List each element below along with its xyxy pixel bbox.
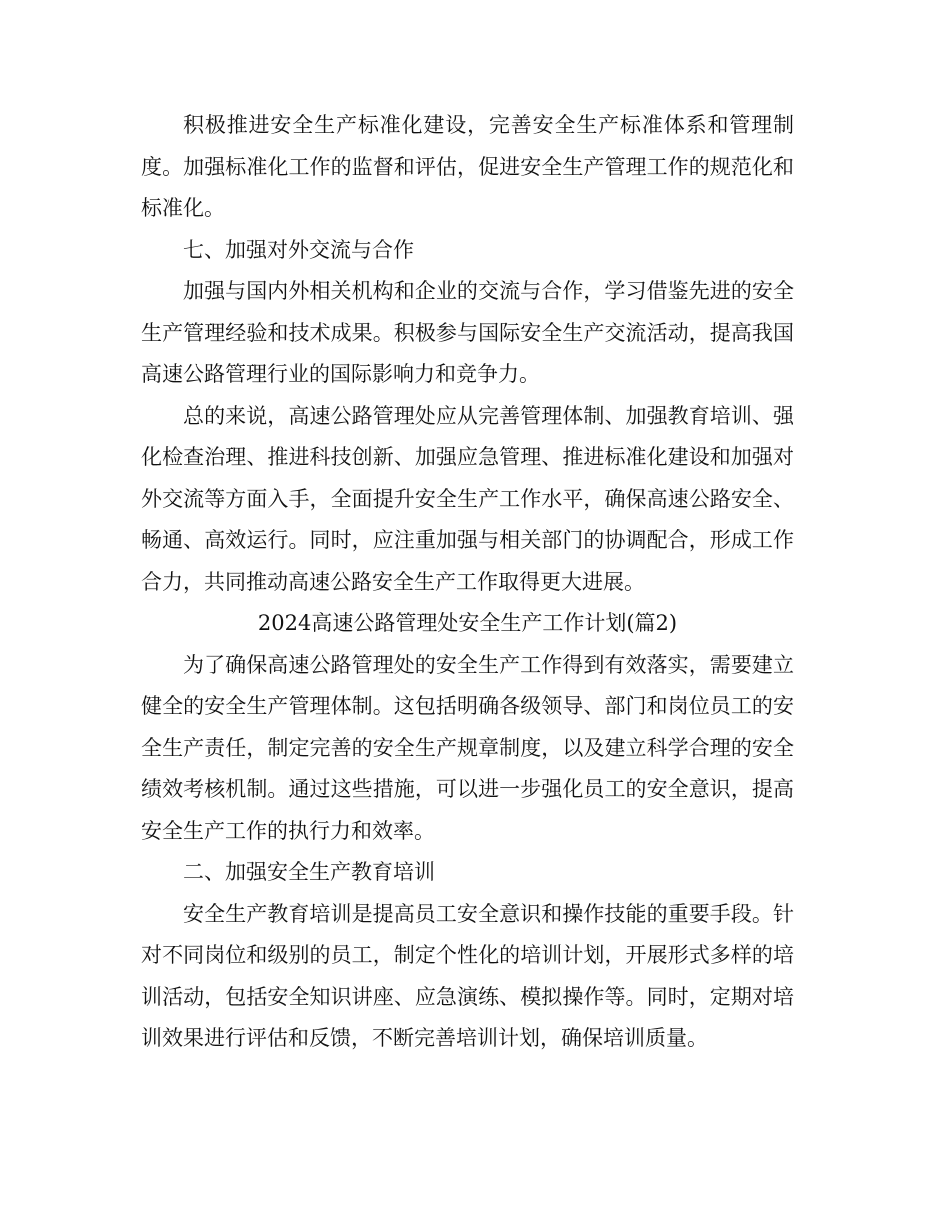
document-body bbox=[141, 105, 794, 1060]
paragraph-training: 安全生产教育培训是提高员工安全意识和操作技能的重要手段。针对不同岗位和级别的员工，制定个性化的培训计划，开展形式多样的培训活动，包括安全知识讲座、应急演练、模拟操作等。同时，定期对培训效果进行评估和反馈，不断完善培训计划，确保培训质量。 bbox=[141, 901, 794, 1050]
section-heading-training: 二、加强安全生产教育培训 bbox=[183, 860, 435, 884]
paragraph-summary: 总的来说，高速公路管理处应从完善管理体制、加强教育培训、强化检查治理、推进科技创新、加强应急管理、推进标准化建设和加强对外交流等方面入手，全面提升安全生产工作水平，确保高速公路安全、畅通、高效运行。同时，应注重加强与相关部门的协调配合，形成工作合力，共同推动高速公路安全生产工作取得更大进展。 bbox=[141, 403, 794, 594]
paragraph-standardization: 积极推进安全生产标准化建设，完善安全生产标准体系和管理制度。加强标准化工作的监督和评估，促进安全生产管理工作的规范化和标准化。 bbox=[141, 113, 794, 220]
section-heading-external-exchange: 七、加强对外交流与合作 bbox=[183, 237, 414, 262]
paragraph-management-system: 为了确保高速公路管理处的安全生产工作得到有效落实，需要建立健全的安全生产管理体制。这包括明确各级领导、部门和岗位员工的安全生产责任，制定完善的安全生产规章制度，以及建立科学合理的安全绩效考核机制。通过这些措施，可以进一步强化员工的安全意识，提高安全生产工作的执行力和效率。 bbox=[141, 652, 794, 843]
paragraph-external-exchange: 加强与国内外相关机构和企业的交流与合作，学习借鉴先进的安全生产管理经验和技术成果。积极参与国际安全生产交流活动，提高我国高速公路管理行业的国际影响力和竞争力。 bbox=[141, 279, 794, 386]
document-title: 2024高速公路管理处安全生产工作计划(篇2) bbox=[257, 611, 678, 635]
